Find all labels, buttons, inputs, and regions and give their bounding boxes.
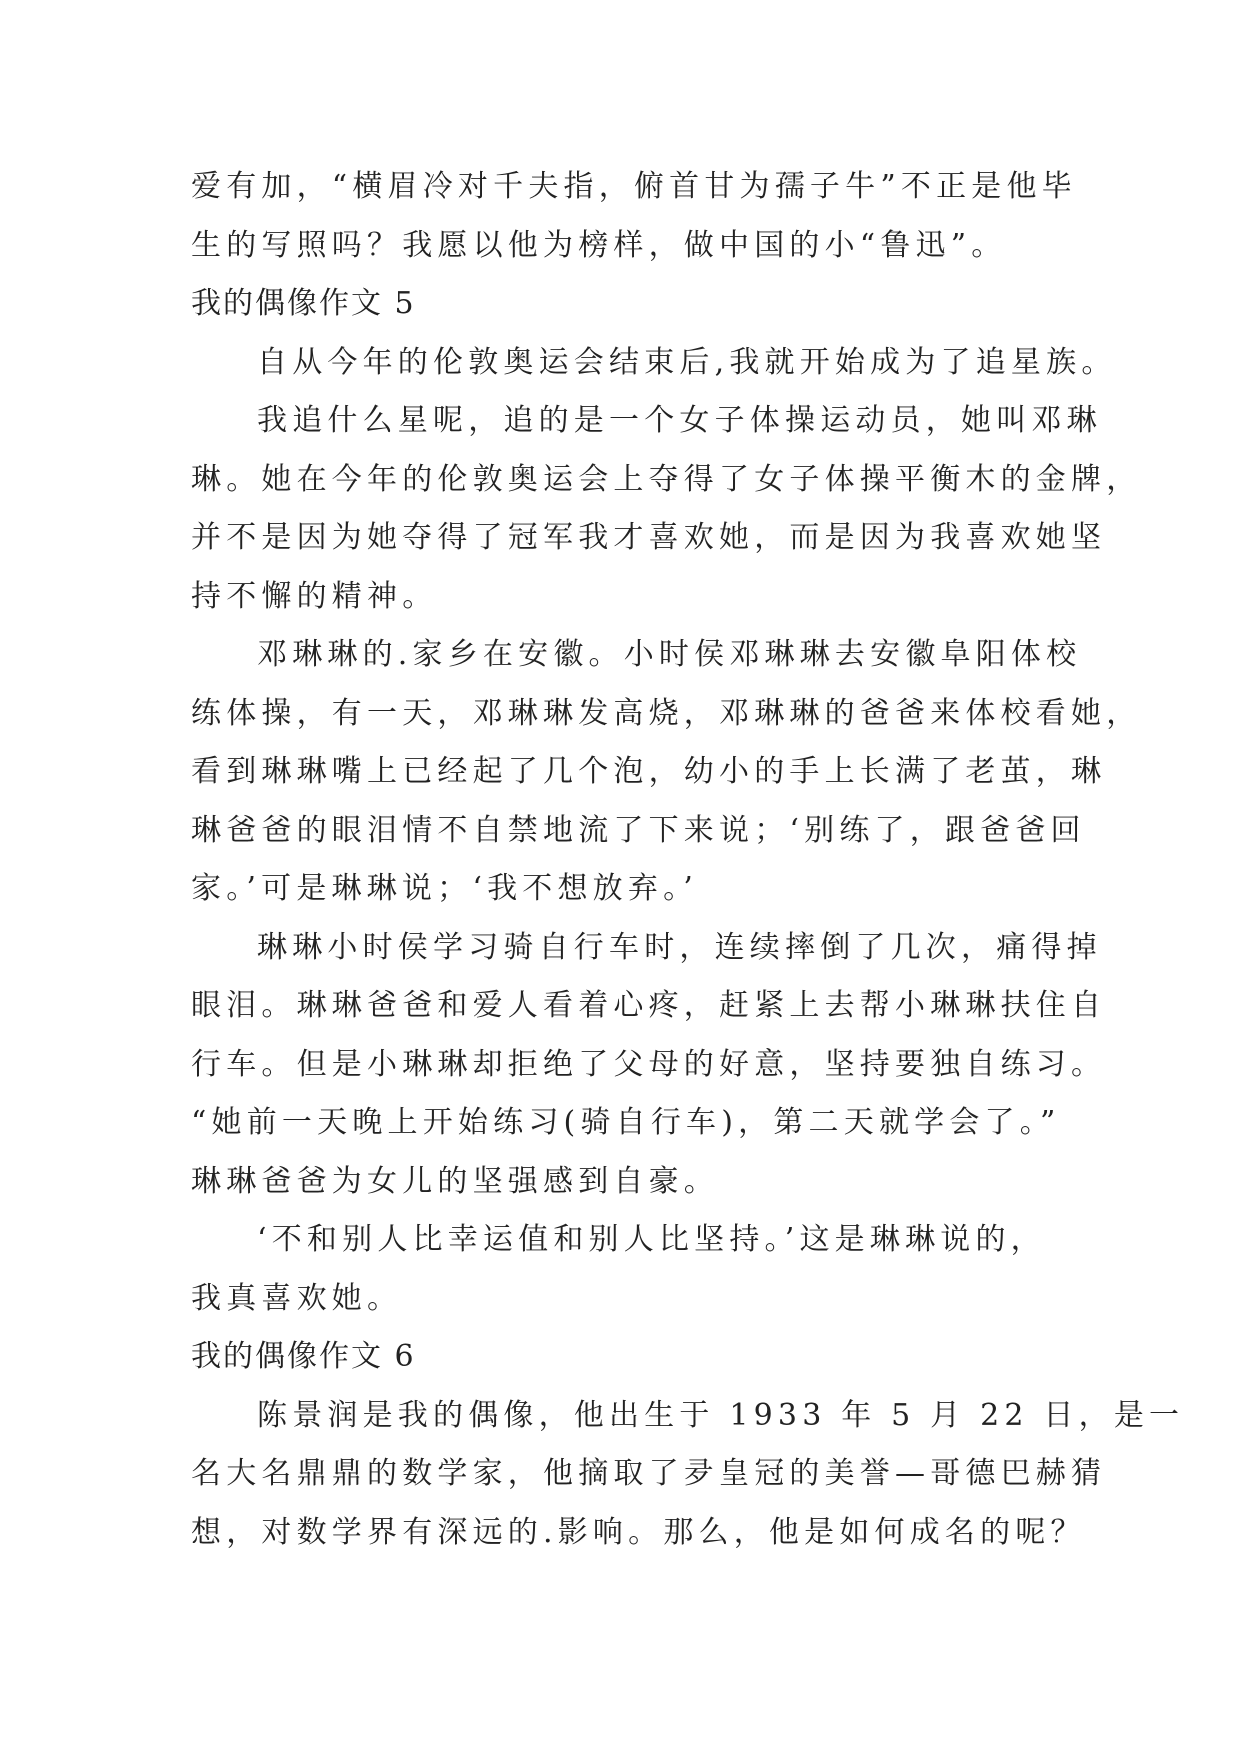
document-body [191,158,1185,1562]
section-heading-5: 我的偶像作文 5 [191,286,416,321]
text-line-1: 爱有加，“横眉冷对千夫指，俯首甘为孺子牛”不正是他毕 [191,169,1077,204]
paragraph-line-9: 邓琳琳的.家乡在安徽。小时侯邓琳琳去安徽阜阳体校 [257,637,1082,672]
paragraph-line-19: ‘不和别人比幸运值和别人比坚持。’这是琳琳说的， [257,1222,1046,1257]
text-line-24: 想，对数学界有深远的.影响。那么，他是如何成名的呢？ [191,1514,1086,1550]
text-line-6: 琳。她在今年的伦敦奥运会上夺得了女子体操平衡木的金牌， [191,461,1142,497]
text-line-15: 眼泪。琳琳爸爸和爱人看着心疼，赶紧上去帮小琳琳扶住自 [191,988,1107,1023]
paragraph-line-4: 自从今年的伦敦奥运会结束后,我就开始成为了追星族。 [257,344,1117,380]
section-heading-6: 我的偶像作文 6 [191,1339,416,1374]
text-line-2: 生的写照吗？我愿以他为榜样，做中国的小“鲁迅”。 [191,227,1007,263]
text-line-10: 练体操，有一天，邓琳琳发高烧，邓琳琳的爸爸来体校看她， [191,695,1142,731]
text-line-7: 并不是因为她夺得了冠军我才喜欢她，而是因为我喜欢她坚 [191,520,1107,555]
text-line-11: 看到琳琳嘴上已经起了几个泡，幼小的手上长满了老茧，琳 [191,754,1107,789]
text-line-16: 行车。但是小琳琳却拒绝了父母的好意，坚持要独自练习。 [191,1046,1107,1082]
text-line-12: 琳爸爸的眼泪情不自禁地流了下来说；‘别练了，跟爸爸回 [191,812,1086,848]
paragraph-line-22: 陈景润是我的偶像，他出生于 1933 年 5 月 22 日，是一 [257,1397,1185,1433]
text-line-17: “她前一天晚上开始练习(骑自行车)，第二天就学会了。” [191,1105,1061,1140]
text-line-23: 名大名鼎鼎的数学家，他摘取了夛皇冠的美誉—哥德巴赫猜 [191,1456,1107,1491]
paragraph-line-14: 琳琳小时侯学习骑自行车时，连续摔倒了几次，痛得掉 [257,929,1102,965]
paragraph-line-5: 我追什么星呢，追的是一个女子体操运动员，她叫邓琳 [257,403,1102,438]
text-line-8: 持不懈的精神。 [191,578,438,614]
text-line-13: 家。’可是琳琳说；‘我不想放弃。’ [191,871,699,906]
text-line-20: 我真喜欢她。 [191,1280,403,1316]
text-line-18: 琳琳爸爸为女儿的坚强感到自豪。 [191,1163,719,1199]
